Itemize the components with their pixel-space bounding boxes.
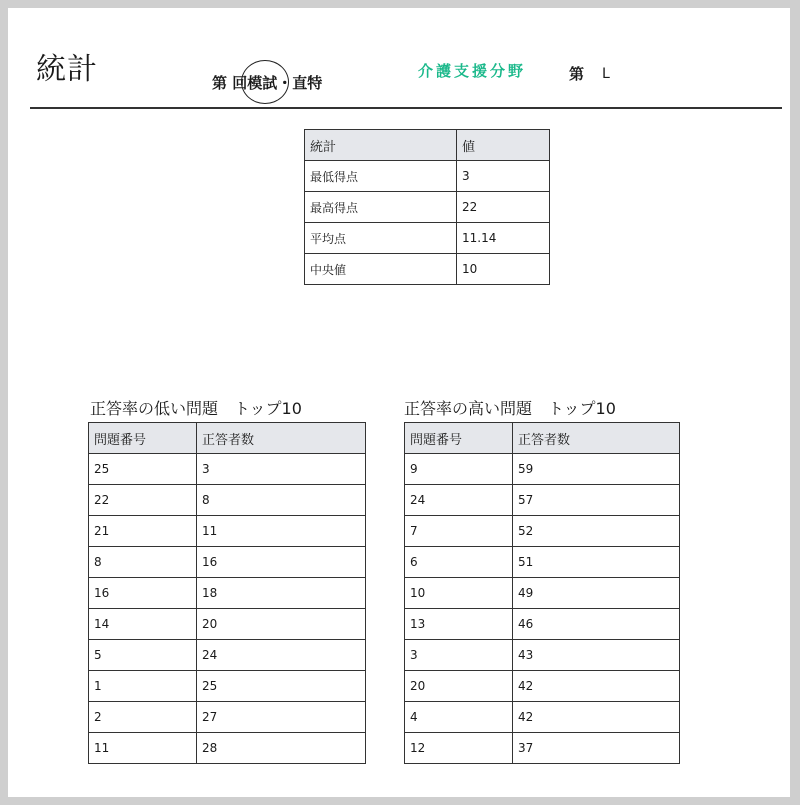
question-number: 3 xyxy=(405,640,513,671)
table-row xyxy=(89,516,366,547)
correct-count: 28 xyxy=(197,733,366,764)
table-row xyxy=(405,454,680,485)
header-cell: 正答者数 xyxy=(513,423,680,454)
question-number: 4 xyxy=(405,702,513,733)
question-number: 8 xyxy=(89,547,197,578)
stat-value: 22 xyxy=(457,192,550,223)
question-number: 24 xyxy=(405,485,513,516)
high-table-title: 正答率の高い問題 トップ10 xyxy=(404,399,616,418)
header-cell: 値 xyxy=(457,130,550,161)
stat-value: 11.14 xyxy=(457,223,550,254)
correct-count: 37 xyxy=(513,733,680,764)
question-number: 14 xyxy=(89,609,197,640)
handwritten-circle-mark xyxy=(241,60,289,104)
table-row xyxy=(405,671,680,702)
stats-table xyxy=(304,129,550,285)
header-cell: 問題番号 xyxy=(89,423,197,454)
correct-count: 43 xyxy=(513,640,680,671)
correct-count: 57 xyxy=(513,485,680,516)
question-number: 21 xyxy=(89,516,197,547)
table-row xyxy=(305,223,550,254)
table-header-row xyxy=(305,130,550,161)
stat-value: 3 xyxy=(457,161,550,192)
correct-count: 42 xyxy=(513,702,680,733)
question-number: 11 xyxy=(89,733,197,764)
table-row xyxy=(405,640,680,671)
header-cell: 問題番号 xyxy=(405,423,513,454)
table-row xyxy=(89,671,366,702)
document-page xyxy=(8,8,790,797)
question-number: 7 xyxy=(405,516,513,547)
stat-label: 平均点 xyxy=(305,223,457,254)
question-number: 12 xyxy=(405,733,513,764)
table-row xyxy=(89,547,366,578)
table-row xyxy=(405,702,680,733)
correct-count: 20 xyxy=(197,609,366,640)
stat-value: 10 xyxy=(457,254,550,285)
low-correct-table xyxy=(88,422,366,764)
correct-count: 59 xyxy=(513,454,680,485)
header-cell: 正答者数 xyxy=(197,423,366,454)
correct-count: 46 xyxy=(513,609,680,640)
correct-count: 11 xyxy=(197,516,366,547)
low-table-title: 正答率の低い問題 トップ10 xyxy=(90,399,302,418)
table-header-row xyxy=(89,423,366,454)
table-row xyxy=(305,161,550,192)
exam-subtitle: 第 回模試・直特 xyxy=(212,74,323,92)
stat-label: 最低得点 xyxy=(305,161,457,192)
table-row xyxy=(89,485,366,516)
question-number: 10 xyxy=(405,578,513,609)
table-row xyxy=(405,609,680,640)
stat-label: 中央値 xyxy=(305,254,457,285)
correct-count: 18 xyxy=(197,578,366,609)
correct-count: 24 xyxy=(197,640,366,671)
table-row xyxy=(405,733,680,764)
table-row xyxy=(405,547,680,578)
page-title: 統計 xyxy=(36,52,98,87)
question-number: 20 xyxy=(405,671,513,702)
table-row xyxy=(89,609,366,640)
table-row xyxy=(89,702,366,733)
subject-stamp: 介護支援分野 xyxy=(418,62,527,80)
question-number: 25 xyxy=(89,454,197,485)
header-divider xyxy=(30,107,782,109)
stat-label: 最高得点 xyxy=(305,192,457,223)
correct-count: 52 xyxy=(513,516,680,547)
correct-count: 27 xyxy=(197,702,366,733)
correct-count: 51 xyxy=(513,547,680,578)
table-row xyxy=(405,516,680,547)
correct-count: 16 xyxy=(197,547,366,578)
handwritten-mark: L xyxy=(602,66,610,82)
correct-count: 49 xyxy=(513,578,680,609)
table-row xyxy=(89,454,366,485)
table-row xyxy=(305,192,550,223)
table-row xyxy=(305,254,550,285)
table-row xyxy=(405,578,680,609)
correct-count: 3 xyxy=(197,454,366,485)
table-row xyxy=(89,640,366,671)
table-row xyxy=(89,733,366,764)
dai-label: 第 xyxy=(569,65,585,83)
question-number: 13 xyxy=(405,609,513,640)
correct-count: 42 xyxy=(513,671,680,702)
question-number: 1 xyxy=(89,671,197,702)
high-correct-table xyxy=(404,422,680,764)
question-number: 5 xyxy=(89,640,197,671)
table-row xyxy=(89,578,366,609)
table-row xyxy=(405,485,680,516)
question-number: 9 xyxy=(405,454,513,485)
table-header-row xyxy=(405,423,680,454)
question-number: 16 xyxy=(89,578,197,609)
question-number: 2 xyxy=(89,702,197,733)
correct-count: 8 xyxy=(197,485,366,516)
question-number: 22 xyxy=(89,485,197,516)
question-number: 6 xyxy=(405,547,513,578)
header-cell: 統計 xyxy=(305,130,457,161)
correct-count: 25 xyxy=(197,671,366,702)
